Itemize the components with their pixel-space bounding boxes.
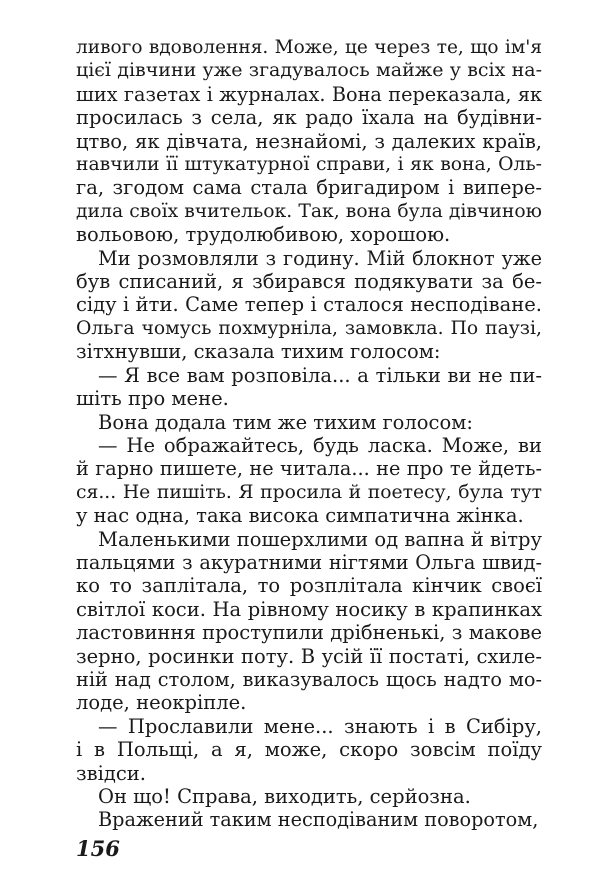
text-line: га, згодом сама стала бригадиром і випере- [76, 176, 542, 200]
text-line: цієї дівчини уже згадувалось майже у всіх на- [76, 59, 542, 82]
paragraph [76, 808, 542, 831]
text-line: звідси. [76, 761, 146, 785]
text-line: цтво, як дівчата, незнайомі, з далеких країв, [76, 129, 542, 153]
text-line: у нас одна, така висока симпатична жінка. [76, 504, 524, 528]
text-line: лоде, неокріпле. [76, 691, 247, 715]
text-line: ших газетах і журналах. Вона переказала, як [76, 82, 542, 106]
paragraph [76, 36, 542, 247]
text-line: зітхнувши, сказала тихим голосом: [76, 340, 441, 364]
text-line: ливого вдоволення. Може, це через те, що ім'я [76, 37, 542, 58]
text-line: навчили її штукатурної справи, і як вона, Оль- [76, 154, 542, 176]
text-line: ластовиння проступили дрібненькі, з макове [76, 621, 542, 645]
text-line: шіть про мене. [76, 387, 229, 411]
paragraph [76, 528, 542, 715]
text-line: пальцями з акуратними нігтями Ольга швид- [76, 550, 542, 574]
text-line: Он що! Справа, виходить, серйозна. [98, 785, 471, 808]
text-line: Ми розмовляли з годину. Мій блокнот уже [98, 246, 542, 270]
text-line: був списаний, я збирався подякувати за бе- [76, 270, 542, 294]
paragraph [76, 434, 542, 528]
text-line: Маленькими пошерхлими од вапна й вітру [98, 527, 542, 551]
text-line: Вона додала тим же тихим голосом: [98, 410, 473, 434]
text-line: ся... Не пишіть. Я просила й поетесу, була тут [76, 481, 542, 503]
text-line: світлої коси. На рівному носику в крапинках [76, 597, 542, 621]
text-line: Вражений таким несподіваним поворотом, [98, 808, 539, 832]
text-line: просилась з села, як радо їхала на будівни- [76, 106, 542, 130]
paragraph [76, 715, 542, 785]
text-line: дила своїх вчительок. Так, вона була дівчиною [76, 200, 542, 222]
text-line: Ольга чомусь похмурніла, замовкла. По паузі, [76, 317, 542, 339]
text-line: — Я все вам розповіла... а тільки ви не пи- [98, 363, 542, 387]
page-number: 156 [76, 836, 120, 861]
text-line: — Не ображайтесь, будь ласка. Може, ви [98, 433, 542, 457]
text-line: ко то заплітала, то розплітала кінчик своєї [76, 574, 542, 598]
paragraph [76, 785, 542, 808]
text-line: і в Польщі, а я, може, скоро зовсім поїду [76, 738, 542, 762]
paragraph [76, 247, 542, 364]
page-body [76, 36, 542, 832]
text-line: сіду і йти. Саме тепер і сталося несподіване. [76, 293, 542, 317]
text-flow [76, 36, 542, 832]
text-line: зерно, росинки поту. В усій її постаті, схиле- [76, 644, 542, 668]
paragraph [76, 411, 542, 434]
text-line: вольовою, трудолюбивою, хорошою. [76, 223, 451, 247]
paragraph [76, 364, 542, 411]
text-line: й гарно пишете, не читала... не про те йдеть- [76, 457, 542, 481]
text-line: ній над столом, виказувалось щось надто мо- [76, 667, 542, 691]
text-line: — Прославили мене... знають і в Сибіру, [98, 714, 542, 738]
